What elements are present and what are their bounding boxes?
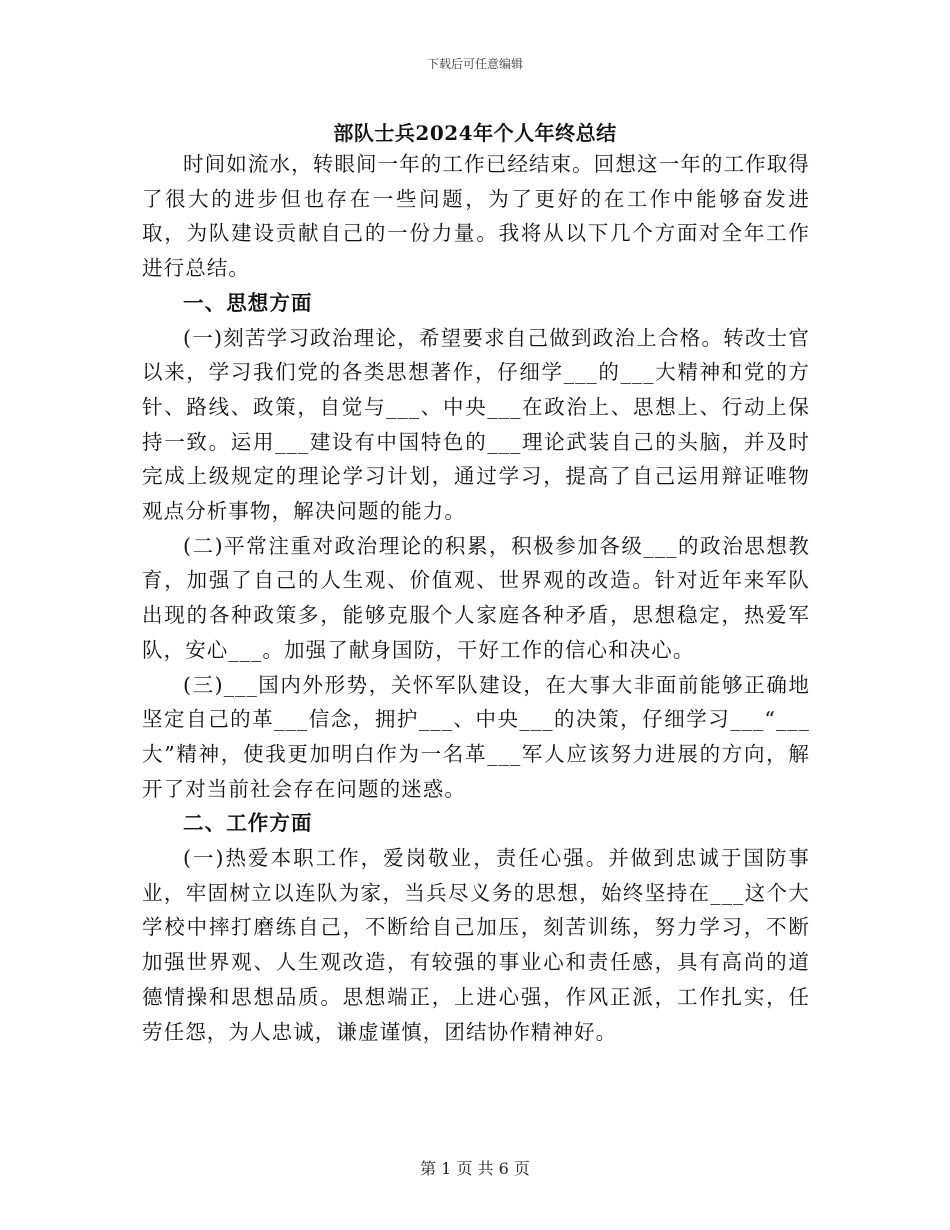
intro-paragraph: 时间如流水，转眼间一年的工作已经结束。回想这一年的工作取得了很大的进步但也存在一些问题，为了更好的在工作中能够奋发进取，为队建设贡献自己的一份力量。我将从以下几个方面对全年工作进行总结。	[142, 152, 810, 281]
document-body	[142, 147, 810, 1049]
thought-paragraph-1: (一)刻苦学习政治理论，希望要求自己做到政治上合格。转改士官以来，学习我们党的各类思想著作，仔细学___的___大精神和党的方针、路线、政策，自觉与___、中央___在政治上、思想上、行动上保持一致。运用___建设有中国特色的___理论武装自己的头脑，并及时完成上级规定的理论学习计划，通过学习，提高了自己运用辩证唯物观点分析事物，解决问题的能力。	[142, 325, 810, 524]
section-heading-thought: 一、思想方面	[183, 290, 313, 315]
thought-paragraph-2: (二)平常注重对政治理论的积累，积极参加各级___的政治思想教育，加强了自己的人生观、价值观、世界观的改造。针对近年来军队出现的各种政策多，能够克服个人家庭各种矛盾，思想稳定，热爱军队，安心___。加强了献身国防，干好工作的信心和决心。	[142, 533, 810, 662]
page-number-footer: 第 1 页 共 6 页	[420, 1159, 530, 1178]
document-title: 部队士兵2024年个人年终总结	[333, 121, 617, 145]
thought-paragraph-3: (三)___国内外形势，关怀军队建设，在大事大非面前能够正确地坚定自己的革___信念，拥护___、中央___的决策，仔细学习___“___大”精神，使我更加明白作为一名革___军人应该努力进展的方向，解开了对当前社会存在问题的迷惑。	[142, 672, 810, 801]
section-heading-work: 二、工作方面	[183, 811, 313, 836]
page-header-note: 下载后可任意编辑	[426, 57, 523, 71]
work-paragraph-1: (一)热爱本职工作，爱岗敬业，责任心强。并做到忠诚于国防事业，牢固树立以连队为家，当兵尽义务的思想，始终坚持在___这个大学校中摔打磨练自己，不断给自己加压，刻苦训练，努力学习，不断加强世界观、人生观改造，有较强的事业心和责任感，具有高尚的道德情操和思想品质。思想端正，上进心强，作风正派，工作扎实，任劳任怨，为人忠诚，谦虚谨慎，团结协作精神好。	[142, 846, 810, 1044]
